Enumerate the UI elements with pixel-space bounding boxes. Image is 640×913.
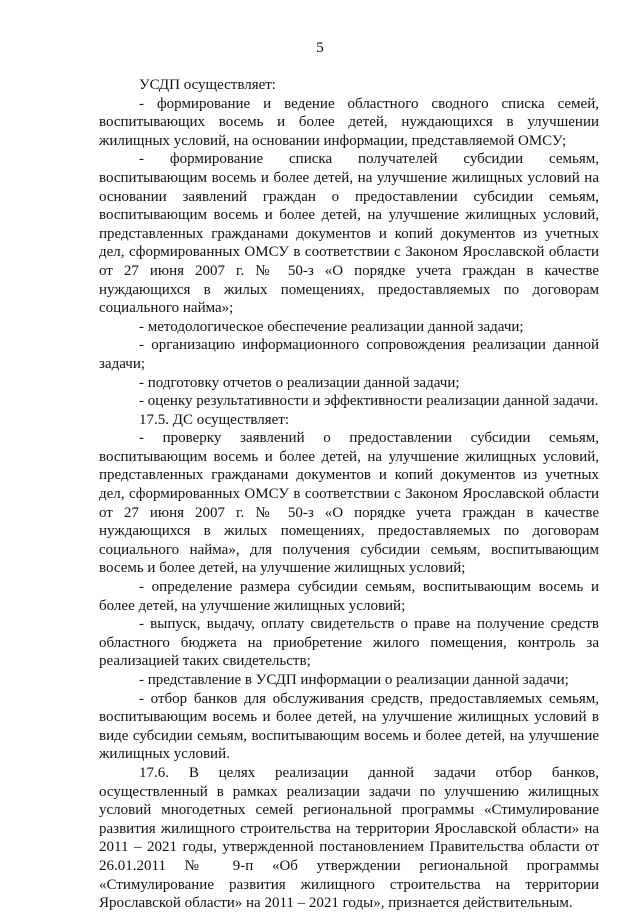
paragraph-ds-item-2: - определение размера субсидии семьям, воспитывающим восемь и более детей, на улучшение жилищных условий; (99, 579, 599, 614)
document-body (99, 76, 599, 913)
paragraph-17-6: 17.6. В целях реализации данной задачи отбор банков, осуществленный в рамках реализации задачи по улучшению жилищных условий многодетных семей региональной программы «Стимулирование развития жилищного строительства на территории Ярославской области» на 2011 – 2021 годы, утвержденной постановлением Правительства области от 26.01.2011 № 9-п «Об утверждении региональной программы «Стимулирование развития жилищного строительства на территории Ярославской области» на 2011 – 2021 годы», признается действительным. (99, 764, 599, 912)
paragraph-usdp-item-6: - оценку результативности и эффективности реализации данной задачи. (139, 393, 599, 410)
paragraph-usdp-item-1: - формирование и ведение областного сводного списка семей, воспитывающих восемь и более детей, нуждающихся в улучшении жилищных условий, на основании информации, представляемой ОМСУ; (99, 95, 599, 149)
paragraph-usdp-item-2: - формирование списка получателей субсидии семьям, воспитывающим восемь и более детей, на улучшение жилищных условий на основании заявлений граждан о предоставлении субсидии семьям, воспитывающим восемь и более детей, на улучшение жилищных условий, представленных гражданами документов и копий документов из учетных дел, сформированных ОМСУ в соответствии с Законом Ярославской области от 27 июня 2007 г. № 50-з «О порядке учета граждан в качестве нуждающихся в жилых помещениях, предоставляемых по договорам социального найма»; (99, 151, 599, 317)
paragraph-ds-item-5: - отбор банков для обслуживания средств, предоставляемых семьям, воспитывающим восемь и более детей, на улучшение жилищных условий в виде субсидии семьям, воспитывающим восемь и более детей, на улучшение жилищных условий. (99, 690, 599, 763)
paragraph-ds-item-4: - представление в УСДП информации о реализации данной задачи; (139, 672, 569, 688)
paragraph-usdp-item-5: - подготовку отчетов о реализации данной задачи; (139, 374, 460, 391)
paragraph-ds-item-3: - выпуск, выдачу, оплату свидетельств о праве на получение средств областного бюджета на приобретение жилого помещения, контроль за реализацией таких свидетельств; (99, 616, 599, 670)
page-number: 5 (316, 40, 324, 56)
paragraph-17-5-heading: 17.5. ДС осуществляет: (139, 411, 290, 428)
paragraph-usdp-item-4: - организацию информационного сопровождения реализации данной задачи; (99, 337, 599, 372)
paragraph-ds-item-1: - проверку заявлений о предоставлении субсидии семьям, воспитывающим восемь и более детей, на улучшение жилищных условий, представленных гражданами документов и копий документов из учетных дел, сформированных ОМСУ в соответствии с Законом Ярославской области от 27 июня 2007 г. № 50-з «О порядке учета граждан в качестве нуждающихся в жилых помещениях, предоставляемых по договорам социального найма», для получения субсидии семьям, воспитывающим восемь и более детей, на улучшение жилищных условий; (99, 430, 599, 577)
paragraph-usdp-heading: УСДП осуществляет: (139, 77, 276, 93)
paragraph-usdp-item-3: - методологическое обеспечение реализации данной задачи; (139, 318, 524, 335)
